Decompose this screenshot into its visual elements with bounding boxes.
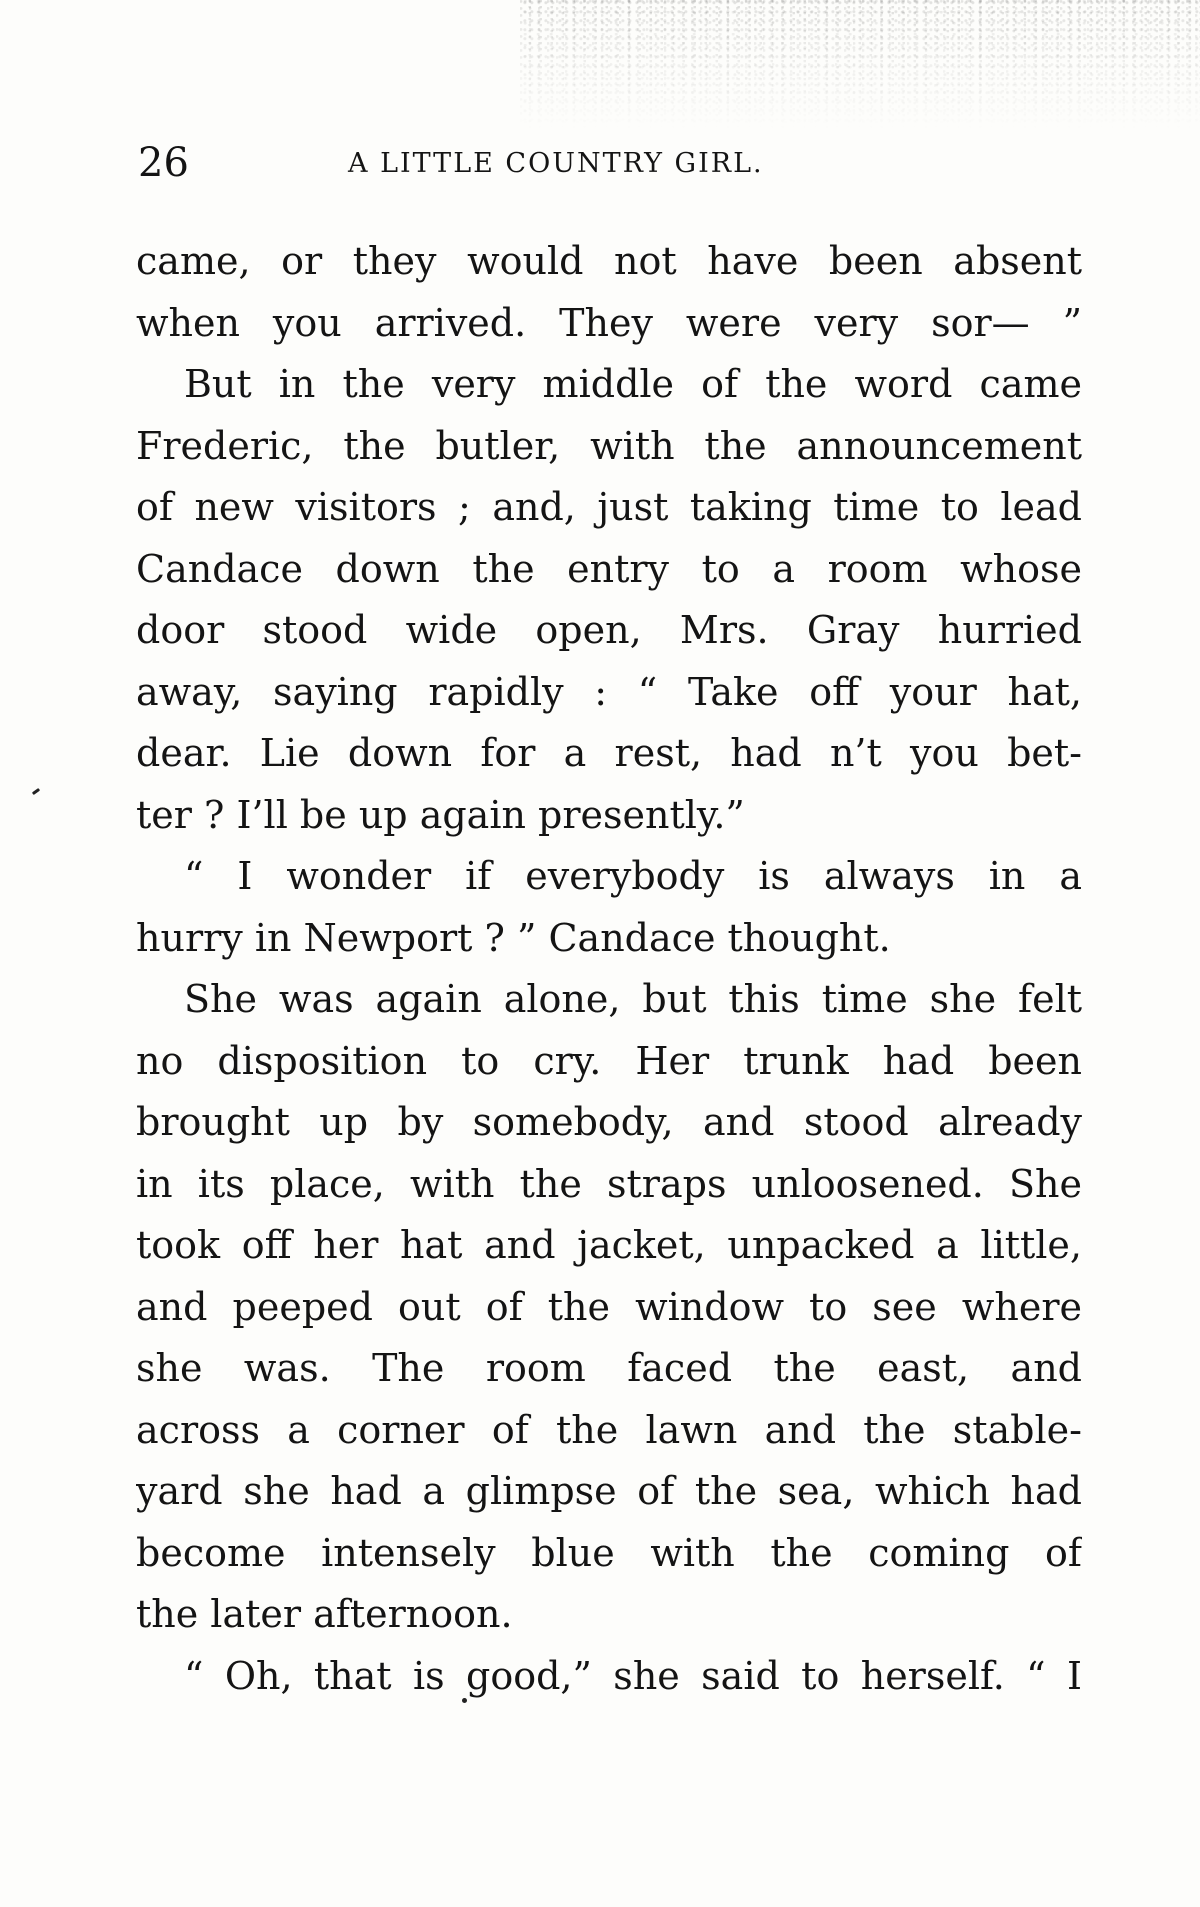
text-line: door stood wide open, Mrs. Gray hurried bbox=[136, 608, 1082, 652]
running-title: A LITTLE COUNTRY GIRL. bbox=[348, 148, 764, 179]
text-line: She was again alone, but this time she felt bbox=[184, 977, 1082, 1021]
text-line: came, or they would not have been absent bbox=[136, 239, 1082, 283]
text-line: yard she had a glimpse of the sea, which had bbox=[136, 1469, 1082, 1513]
page-header bbox=[138, 138, 1078, 188]
text-line: brought up by somebody, and stood already bbox=[136, 1100, 1082, 1144]
text-line: become intensely blue with the coming of bbox=[136, 1530, 1082, 1575]
page-speckle-texture bbox=[520, 0, 1200, 130]
text-line: “ I wonder if everybody is always in a bbox=[184, 854, 1082, 898]
page-number: 26 bbox=[138, 140, 189, 186]
text-line: But in the very middle of the word came bbox=[184, 362, 1082, 406]
text-line: and peeped out of the window to see where bbox=[136, 1284, 1082, 1329]
text-line: the later afternoon. bbox=[136, 1592, 513, 1636]
text-line: away, saying rapidly : “ Take off your hat, bbox=[136, 669, 1082, 714]
body-text bbox=[136, 231, 1082, 1707]
text-line: Candace down the entry to a room whose bbox=[136, 546, 1082, 591]
text-line: across a corner of the lawn and the stable- bbox=[136, 1407, 1082, 1452]
text-line: dear. Lie down for a rest, had n’t you bet- bbox=[136, 731, 1082, 775]
ink-speck bbox=[32, 788, 40, 795]
text-line: “ Oh, that is good,” she said to herself. “ I bbox=[184, 1653, 1082, 1698]
text-line: in its place, with the straps unloosened. She bbox=[136, 1161, 1082, 1206]
ink-speck bbox=[462, 1698, 467, 1703]
text-line: ter ? I’ll be up again presently.” bbox=[136, 792, 745, 837]
text-line: Frederic, the butler, with the announcement bbox=[136, 423, 1082, 468]
text-line: of new visitors ; and, just taking time to lead bbox=[136, 485, 1082, 529]
text-line: she was. The room faced the east, and bbox=[136, 1346, 1082, 1390]
text-line: no disposition to cry. Her trunk had been bbox=[136, 1038, 1082, 1083]
text-line: took off her hat and jacket, unpacked a little, bbox=[136, 1223, 1082, 1267]
text-line: when you arrived. They were very sor— ” bbox=[136, 300, 1082, 345]
text-line: hurry in Newport ? ” Candace thought. bbox=[136, 915, 891, 960]
